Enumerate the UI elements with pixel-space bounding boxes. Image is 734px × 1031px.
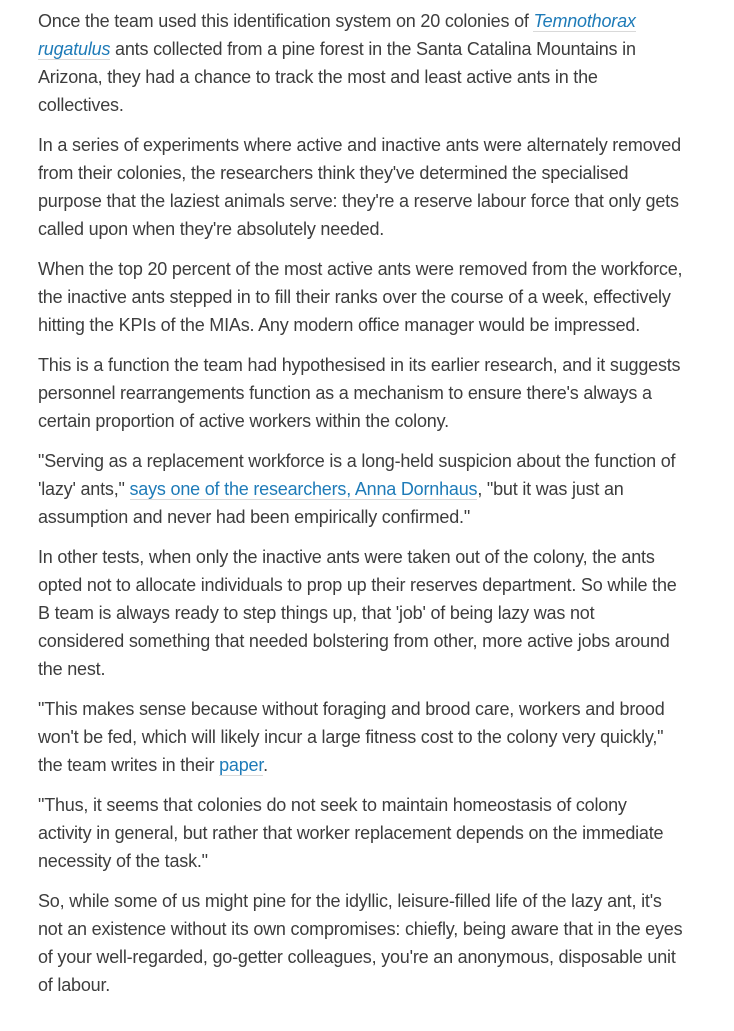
text-run: When the top 20 percent of the most active ants were removed from the workforce, the inactive ants stepped in to fill their ranks over the course of a week, effectively hitting the KPIs of the MIAs. Any modern office manager would be impressed. <box>38 259 683 335</box>
text-run: Once the team used this identification system on 20 colonies of <box>38 11 534 31</box>
text-run: So, while some of us might pine for the idyllic, leisure-filled life of the lazy ant, it's not an existence without its own compromises: chiefly, being aware that in the eyes of your well-regarded, go-getter colleagues, you're an anonymous, disposable unit of labour. <box>38 891 683 995</box>
text-run: In a series of experiments where active and inactive ants were alternately removed from their colonies, the researchers think they've determined the specialised purpose that the laziest animals serve: they're a reserve labour force that only gets called upon when they're absolutely needed. <box>38 135 681 239</box>
article-body <box>38 7 684 999</box>
article-paragraph <box>38 7 684 119</box>
text-run: This is a function the team had hypothesised in its earlier research, and it suggests personnel rearrangements function as a mechanism to ensure there's always a certain proportion of active workers within the colony. <box>38 355 681 431</box>
text-run: "Thus, it seems that colonies do not seek to maintain homeostasis of colony activity in general, but rather that worker replacement depends on the immediate necessity of the task." <box>38 795 664 871</box>
article-paragraph <box>38 351 684 435</box>
article-paragraph <box>38 447 684 531</box>
text-run: "Serving as a replacement workforce is a long-held suspicion about the function of 'lazy' ants," <box>38 451 676 499</box>
text-run: "This makes sense because without foraging and brood care, workers and brood won't be fed, which will likely incur a large fitness cost to the colony very quickly," the team writes in their <box>38 699 665 775</box>
anna-dornhaus-quote-link[interactable]: says one of the researchers, Anna Dornhaus <box>129 479 478 499</box>
article-paragraph <box>38 543 684 683</box>
text-run: , "but it was just an assumption and never had been empirically confirmed." <box>38 479 624 527</box>
text-run: . <box>263 755 268 775</box>
article-paragraph <box>38 887 684 999</box>
article-paragraph <box>38 255 684 339</box>
text-run: ants collected from a pine forest in the Santa Catalina Mountains in Arizona, they had a chance to track the most and least active ants in the collectives. <box>38 39 636 115</box>
text-run: In other tests, when only the inactive ants were taken out of the colony, the ants opted not to allocate individuals to prop up their reserves department. So while the B team is always ready to step things up, that 'job' of being lazy was not considered something that needed bolstering from other, more active jobs around the nest. <box>38 547 677 679</box>
temnothorax-rugatulus-link[interactable]: Temnothorax rugatulus <box>38 11 636 59</box>
paper-link[interactable]: paper <box>219 755 264 775</box>
article-paragraph <box>38 131 684 243</box>
article-paragraph <box>38 791 684 875</box>
article-paragraph <box>38 695 684 779</box>
